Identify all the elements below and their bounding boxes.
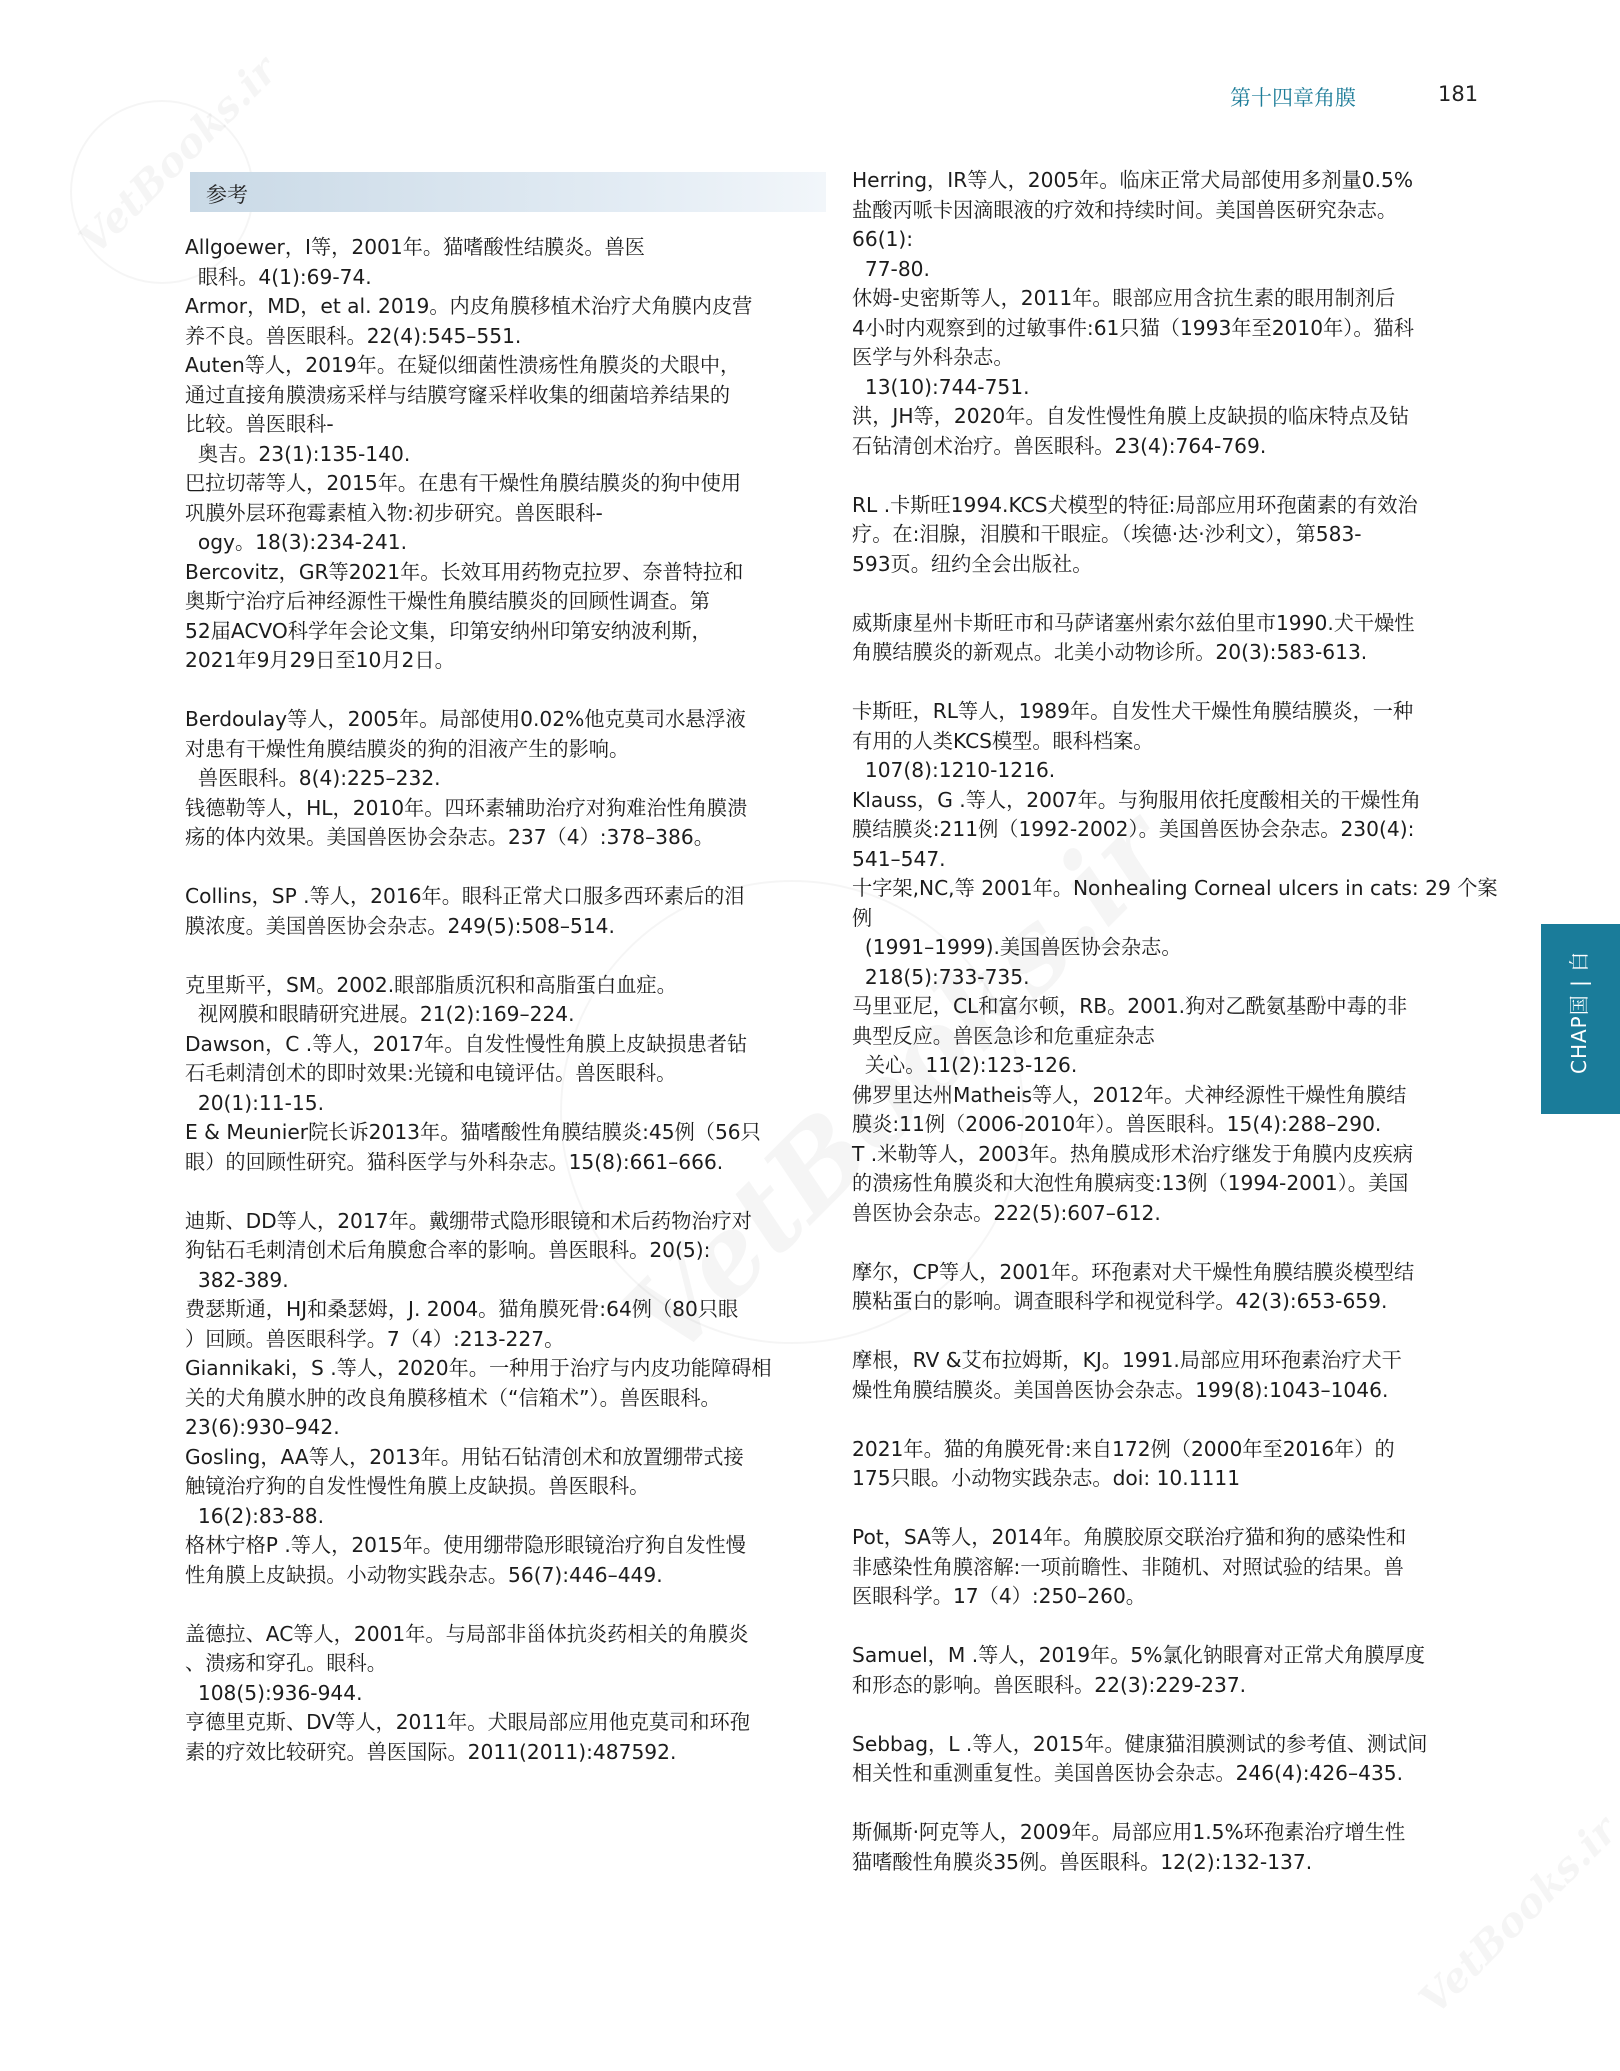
reference-entry: Dawson，C .等人，2017年。自发性慢性角膜上皮缺损患者钻 石毛刺清创术的即时效果:光镜和电镜评估。兽医眼科。 xyxy=(185,1031,748,1085)
reference-spacer xyxy=(852,461,1512,491)
reference-spacer xyxy=(852,1612,1512,1642)
reference-entry: 卡斯旺，RL等人，1989年。自发性犬干燥性角膜结膜炎，一种 有用的人类KCS模型。眼科档案。 107(8):1210-1216. xyxy=(852,699,1414,782)
reference-entry: 摩根，RV &艾布拉姆斯，KJ。1991.局部应用环孢素治疗犬干 燥性角膜结膜炎。美国兽医协会杂志。199(8):1043–1046. xyxy=(852,1348,1402,1402)
running-header-chapter: 第十四章角膜 xyxy=(1230,86,1356,110)
reference-entry: 382-389. xyxy=(185,1267,289,1292)
reference-entry: 威斯康星州卡斯旺市和马萨诸塞州索尔兹伯里市1990.犬干燥性 角膜结膜炎的新观点。北美小动物诊所。20(3):583-613. xyxy=(852,610,1415,664)
reference-entry: Klauss，G .等人，2007年。与狗服用依托度酸相关的干燥性角 膜结膜炎:211例（1992-2002）。美国兽医协会杂志。230(4): 541–547. xyxy=(852,787,1421,871)
reference-entry: 马里亚尼，CL和富尔顿，RB。2001.狗对乙酰氨基酚中毒的非 典型反应。兽医急诊和危重症杂志 关心。11(2):123-126. xyxy=(852,994,1408,1077)
reference-spacer xyxy=(852,1494,1512,1524)
references-right-column xyxy=(852,166,1512,1877)
section-title: 参考 xyxy=(206,183,248,207)
reference-entry: 克里斯平，SM。2002.眼部脂质沉积和高脂蛋白血症。 视网膜和眼睛研究进展。21(2):169–224. xyxy=(185,972,677,1026)
reference-entry: Berdoulay等人，2005年。局部使用0.02%他克莫司水悬浮液 对患有干燥性角膜结膜炎的狗的泪液产生的影响。 兽医眼科。8(4):225–232. xyxy=(185,707,746,790)
references-left-column xyxy=(185,233,845,1767)
reference-spacer xyxy=(185,676,845,706)
reference-entry: 佛罗里达州Matheis等人，2012年。犬神经源性干燥性角膜结 膜炎:11例（2006-2010年）。兽医眼科。15(4):288–290. xyxy=(852,1082,1407,1136)
reference-spacer xyxy=(852,1700,1512,1730)
reference-entry: Collins，SP .等人，2016年。眼科正常犬口服多西环素后的泪 膜浓度。美国兽医协会杂志。249(5):508–514. xyxy=(185,884,745,938)
reference-entry: Armor，MD，et al. 2019。内皮角膜移植术治疗犬角膜内皮营 养不良。兽医眼科。22(4):545–551. xyxy=(185,294,753,348)
reference-entry: Giannikaki，S .等人，2020年。一种用于治疗与内皮功能障碍相 关的犬角膜水肿的改良角膜移植术（“信箱术”）。兽医眼科。 23(6):930–942. xyxy=(185,1356,772,1439)
reference-entry: Samuel，M .等人，2019年。5%氯化钠眼膏对正常犬角膜厚度 和形态的影响。兽医眼科。22(3):229-237. xyxy=(852,1643,1425,1697)
reference-entry: 盖德拉、AC等人，2001年。与局部非甾体抗炎药相关的角膜炎 、溃疡和穿孔。眼科。 108(5):936-944. xyxy=(185,1621,749,1705)
reference-entry: Herring，IR等人，2005年。临床正常犬局部使用多剂量0.5% 盐酸丙哌卡因滴眼液的疗效和持续时间。美国兽医研究杂志。 66(1): 77-80. xyxy=(852,168,1414,281)
reference-entry: Pot，SA等人，2014年。角膜胶原交联治疗猫和狗的感染性和 非感染性角膜溶解:一项前瞻性、非随机、对照试验的结果。兽 医眼科学。17（4）:250–260。 xyxy=(852,1525,1407,1608)
chapter-side-tab-label: CHAP国 | 白 xyxy=(1567,950,1591,1074)
reference-entry: 休姆-史密斯等人，2011年。眼部应用含抗生素的眼用制剂后 4小时内观察到的过敏事件:61只猫（1993年至2010年）。猫科 医学与外科杂志。 13(10):744-751. xyxy=(852,286,1414,399)
reference-spacer xyxy=(185,1177,845,1207)
reference-entry: Bercovitz，GR等2021年。长效耳用药物克拉罗、奈普特拉和 奥斯宁治疗后神经源性干燥性角膜结膜炎的回顾性调查。第 52届ACVO科学年会论文集，印第安纳州印第安纳波利斯， 2021年9月29日至10月2日。 xyxy=(185,559,744,672)
reference-entry: 格林宁格P .等人，2015年。使用绷带隐形眼镜治疗狗自发性慢 性角膜上皮缺损。小动物实践杂志。56(7):446–449. xyxy=(185,1533,746,1587)
reference-entry: 16(2):83-88. xyxy=(185,1503,325,1528)
reference-entry: 20(1):11-15. xyxy=(185,1090,325,1115)
reference-entry: Auten等人，2019年。在疑似细菌性溃疡性角膜炎的犬眼中， 通过直接角膜溃疡采样与结膜穹窿采样收集的细菌培养结果的 比较。兽医眼科- 奥吉。23(1):135-140. xyxy=(185,353,741,466)
chapter-side-tab xyxy=(1541,924,1620,1114)
reference-spacer xyxy=(852,579,1512,609)
reference-spacer xyxy=(185,941,845,971)
reference-entry: E & Meunier院长诉2013年。猫嗜酸性角膜结膜炎:45例（56只 眼）的回顾性研究。猫科医学与外科杂志。15(8):661–666. xyxy=(185,1120,761,1174)
reference-spacer xyxy=(852,668,1512,698)
page-number: 181 xyxy=(1438,82,1479,106)
reference-entry: Allgoewer，I等，2001年。猫嗜酸性结膜炎。兽医 眼科。4(1):69-74. xyxy=(185,235,645,289)
reference-spacer xyxy=(185,1590,845,1620)
reference-spacer xyxy=(852,1789,1512,1819)
reference-entry: 2021年。猫的角膜死骨:来自172例（2000年至2016年）的 175只眼。小动物实践杂志。doi: 10.1111 xyxy=(852,1436,1395,1490)
reference-entry: 费瑟斯通，HJ和桑瑟姆，J. 2004。猫角膜死骨:64例（80只眼 ）回顾。兽医眼科学。7（4）:213-227。 xyxy=(185,1297,739,1351)
references-heading-bar xyxy=(190,172,826,212)
reference-spacer xyxy=(852,1228,1512,1258)
reference-entry: Sebbag，L .等人，2015年。健康猫泪膜测试的参考值、测试间 相关性和重测重复性。美国兽医协会杂志。246(4):426–435. xyxy=(852,1731,1428,1785)
reference-entry: 斯佩斯·阿克等人，2009年。局部应用1.5%环孢素治疗增生性 猫嗜酸性角膜炎35例。兽医眼科。12(2):132-137. xyxy=(852,1820,1406,1874)
reference-entry: 洪，JH等，2020年。自发性慢性角膜上皮缺损的临床特点及钻 石钻清创术治疗。兽医眼科。23(4):764-769. xyxy=(852,404,1410,458)
reference-entry: 迪斯、DD等人，2017年。戴绷带式隐形眼镜和术后药物治疗对 狗钻石毛刺清创术后角膜愈合率的影响。兽医眼科。20(5): xyxy=(185,1208,752,1262)
reference-spacer xyxy=(852,1317,1512,1347)
reference-entry: 摩尔，CP等人，2001年。环孢素对犬干燥性角膜结膜炎模型结 膜粘蛋白的影响。调查眼科学和视觉科学。42(3):653-659. xyxy=(852,1259,1415,1313)
reference-entry: T .米勒等人，2003年。热角膜成形术治疗继发于角膜内皮疾病 的溃疡性角膜炎和大泡性角膜病变:13例（1994-2001）。美国 兽医协会杂志。222(5):607–612. xyxy=(852,1141,1414,1225)
reference-spacer xyxy=(185,853,845,883)
reference-entry: 巴拉切蒂等人，2015年。在患有干燥性角膜结膜炎的狗中使用 巩膜外层环孢霉素植入物:初步研究。兽医眼科- ogy。18(3):234-241. xyxy=(185,471,742,554)
reference-entry: 十字架,NC,等 2001年。Nonhealing Corneal ulcers in cats: 29 个案例 (1991–1999).美国兽医协会杂志。 218(5):733-735. xyxy=(852,876,1498,989)
reference-entry: 亨德里克斯、DV等人，2011年。犬眼局部应用他克莫司和环孢 素的疗效比较研究。兽医国际。2011(2011):487592. xyxy=(185,1710,750,1764)
reference-entry: RL .卡斯旺1994.KCS犬模型的特征:局部应用环孢菌素的有效治 疗。在:泪腺，泪膜和干眼症。（埃德·达·沙利文），第583- 593页。纽约全会出版社。 xyxy=(852,492,1418,576)
reference-spacer xyxy=(852,1405,1512,1435)
reference-entry: Gosling，AA等人，2013年。用钻石钻清创术和放置绷带式接 触镜治疗狗的自发性慢性角膜上皮缺损。兽医眼科。 xyxy=(185,1444,744,1498)
reference-entry: 钱德勒等人，HL，2010年。四环素辅助治疗对狗难治性角膜溃 疡的体内效果。美国兽医协会杂志。237（4）:378–386。 xyxy=(185,795,748,849)
